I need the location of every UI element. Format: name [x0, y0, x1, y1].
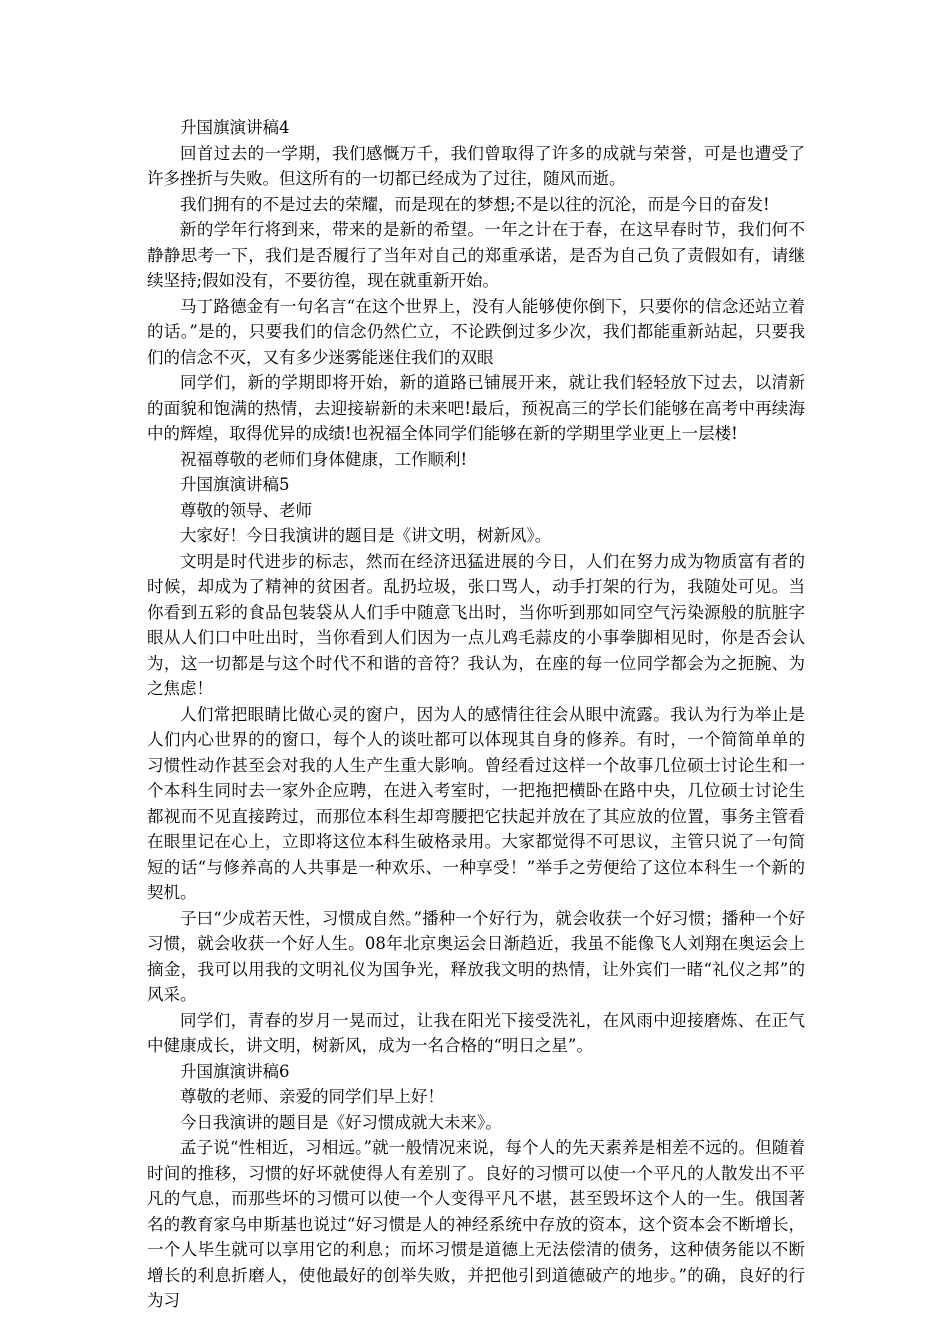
- paragraph: 回首过去的一学期，我们感慨万千，我们曾取得了许多的成就与荣誉，可是也遭受了许多挫折与失败。但这所有的一切都已经成为了过往，随风而逝。: [147, 143, 805, 188]
- paragraph: 今日我演讲的题目是《好习惯成就大未来》。: [180, 1112, 502, 1132]
- paragraph: 文明是时代进步的标志，然而在经济迅猛进展的今日，人们在努力成为物质富有者的时候，却成为了精神的贫困者。乱扔垃圾，张口骂人，动手打架的行为，我随处可见。当你看到五彩的食品包装袋从人们手中随意飞出时，当你听到那如同空气污染源般的肮脏字眼从人们口中吐出时，当你看到人们因为一点儿鸡毛蒜皮的小事拳脚相见时，你是否会认为，这一切都是与这个时代不和谐的音符？我认为，在座的每一位同学都会为之扼腕、为之焦虑！: [147, 551, 805, 698]
- paragraph: 马丁路德金有一句名言“在这个世界上，没有人能够使你倒下，只要你的信念还站立着的话。”是的，只要我们的信念仍然伫立，不论跌倒过多少次，我们都能重新站起，只要我们的信念不灭，又有多少迷雾能迷住我们的双眼: [147, 296, 805, 367]
- heading-speech-6: 升国旗演讲稿6: [180, 1061, 290, 1081]
- paragraph: 大家好！今日我演讲的题目是《讲文明，树新风》。: [180, 526, 552, 545]
- salutation: 尊敬的领导、老师: [180, 500, 312, 520]
- paragraph: 人们常把眼睛比做心灵的窗户，因为人的感情往往会从眼中流露。我认为行为举止是人们内心世界的的窗口，每个人的谈吐都可以体现其自身的修养。有时，一个简简单单的习惯性动作甚至会对我的人生产生重大影响。曾经看过这样一个故事几位硕士讨论生和一个本科生同时去一家外企应聘，在进入考室时，一把拖把横卧在路中央，几位硕士讨论生都视而不见直接跨过，而那位本科生却弯腰把它扶起并放在了其应放的位置，事务主管看在眼里记在心上，立即将这位本科生破格录用。大家都觉得不可思议，主管只说了一句简短的话“与修养高的人共事是一种欢乐、一种享受！”举手之劳便给了这位本科生一个新的契机。: [147, 704, 805, 902]
- paragraph: 新的学年行将到来，带来的是新的希望。一年之计在于春，在这早春时节，我们何不静静思考一下，我们是否履行了当年对自己的郑重承诺，是否为自己负了责假如有，请继续坚持;假如没有，不要彷徨，现在就重新开始。: [147, 220, 805, 290]
- paragraph: 我们拥有的不是过去的荣耀，而是现在的梦想;不是以往的沉沦，而是今日的奋发!: [180, 194, 770, 214]
- heading-speech-5: 升国旗演讲稿5: [180, 475, 290, 494]
- paragraph: 祝福尊敬的老师们身体健康，工作顺利!: [180, 449, 468, 469]
- document-body: [147, 115, 805, 1314]
- heading-speech-4: 升国旗演讲稿4: [180, 118, 290, 137]
- salutation: 尊敬的老师、亲爱的同学们早上好！: [180, 1087, 444, 1106]
- paragraph: 同学们，新的学期即将开始，新的道路已铺展开来，就让我们轻轻放下过去，以清新的面貌和饱满的热情，去迎接崭新的未来吧!最后，预祝高三的学长们能够在高考中再续海中的辉煌，取得优异的成绩!也祝福全体同学们能够在新的学期里学业更上一层楼!: [147, 373, 805, 443]
- paragraph: 子曰“少成若天性，习惯成自然。”播种一个好行为，就会收获一个好习惯；播种一个好习惯，就会收获一个好人生。08年北京奥运会日渐趋近，我虽不能像飞人刘翔在奥运会上摘金，我可以用我的文明礼仪为国争光，释放我文明的热情，让外宾们一睹“礼仪之邦”的风采。: [147, 908, 805, 1004]
- paragraph: 同学们，青春的岁月一晃而过，让我在阳光下接受洗礼，在风雨中迎接磨炼、在正气中健康成长，讲文明，树新风，成为一名合格的“明日之星”。: [147, 1010, 805, 1055]
- paragraph: 孟子说“性相近，习相远。”就一般情况来说，每个人的先天素养是相差不远的。但随着时间的推移，习惯的好坏就使得人有差别了。良好的习惯可以使一个平凡的人散发出不平凡的气息，而那些坏的习惯可以使一个人变得平凡不堪，甚至毁坏这个人的一生。俄国著名的教育家乌申斯基也说过“好习惯是人的神经系统中存放的资本，这个资本会不断增长，一个人毕生就可以享用它的利息；而坏习惯是道德上无法偿清的债务，这种债务能以不断增长的利息折磨人，使他最好的创举失败，并把他引到道德破产的地步。”的确，良好的行为习: [147, 1138, 805, 1310]
